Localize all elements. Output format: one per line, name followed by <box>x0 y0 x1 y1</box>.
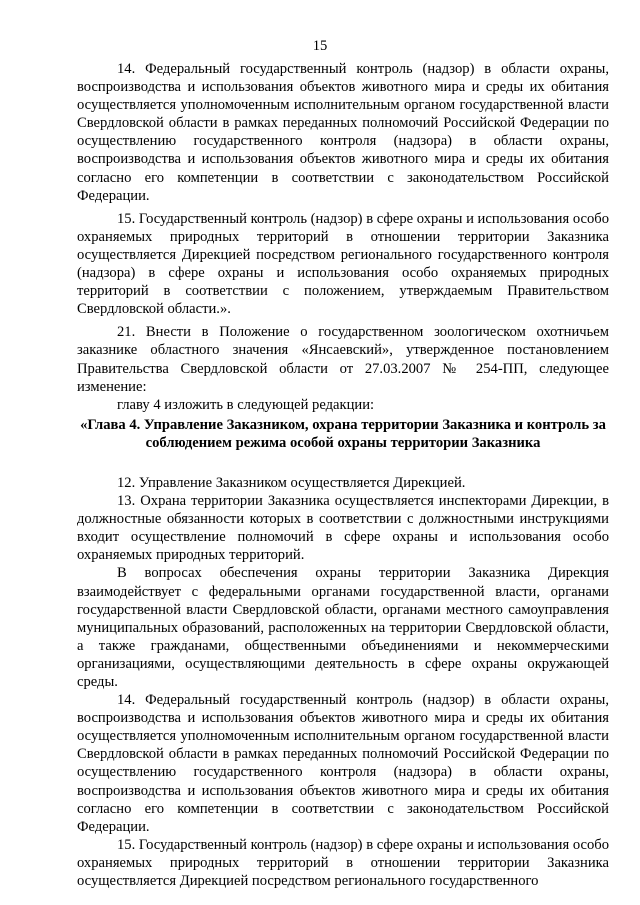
chapter-4-heading: «Глава 4. Управление Заказником, охрана территории Заказника и контроль за соблюдением режима особой охраны территории Заказника <box>80 416 606 451</box>
paragraph-13-protection: 13. Охрана территории Заказника осуществляется инспекторами Дирекции, в должностные обязанности которых в соответствии с должностными инструкциями входит осуществление полномочий в сфере охраны и использования особо охраняемых природных территорий. <box>77 493 609 564</box>
paragraph-14-federal-control-repeat: 14. Федеральный государственный контроль (надзор) в области охраны, воспроизводства и использования объектов животного мира и среды их обитания осуществляется уполномоченным исполнительным органом государственной власти Свердловской области в рамках переданных полномочий Российской Федерации по осуществлению государственного контроля (надзора) в области охраны, воспроизводства и использования объектов животного мира и среды их обитания согласно его компетенции в соответствии с законодательством Российской Федерации. <box>77 692 609 835</box>
paragraph-21-amendment: 21. Внести в Положение о государственном зоологическом охотничьем заказнике областного значения «Янсаевский», утвержденное постановлением Правительства Свердловской области от 27.03.2007 № 254-ПП, следующее изменение: <box>77 324 609 395</box>
page-number: 15 <box>312 38 328 54</box>
paragraph-12-management: 12. Управление Заказником осуществляется Дирекцией. <box>117 474 466 491</box>
paragraph-chapter-instruction: главу 4 изложить в следующей редакции: <box>117 396 375 413</box>
paragraph-cooperation: В вопросах обеспечения охраны территории Заказника Дирекция взаимодействует с федеральными органами государственной власти, органами государственной власти Свердловской области, органами местного самоуправления муниципальных образований, расположенных на территории Свердловской области, а также гражданами, общественными объединениями и некоммерческими организациями, осуществляющими деятельность в сфере охраны окружающей среды. <box>77 565 609 690</box>
paragraph-15-state-control: 15. Государственный контроль (надзор) в сфере охраны и использования особо охраняемых природных территорий в отношении территории Заказника осуществляется Дирекцией посредством регионального государственного контроля (надзора) в сфере охраны и использования особо охраняемых природных территорий в соответствии с положением, утверждаемым Правительством Свердловской области.». <box>77 210 609 318</box>
paragraph-15-state-control-repeat: 15. Государственный контроль (надзор) в сфере охраны и использования особо охраняемых природных территорий в отношении территории Заказника осуществляется Дирекцией посредством регионального государственного <box>77 836 609 890</box>
document-body <box>77 60 609 890</box>
paragraph-14-federal-control: 14. Федеральный государственный контроль (надзор) в области охраны, воспроизводства и использования объектов животного мира и среды их обитания осуществляется уполномоченным исполнительным органом государственной власти Свердловской области в рамках переданных полномочий Российской Федерации по осуществлению государственного контроля (надзора) в области охраны, воспроизводства и использования объектов животного мира и среды их обитания согласно его компетенции в соответствии с законодательством Российской Федерации. <box>77 61 609 204</box>
